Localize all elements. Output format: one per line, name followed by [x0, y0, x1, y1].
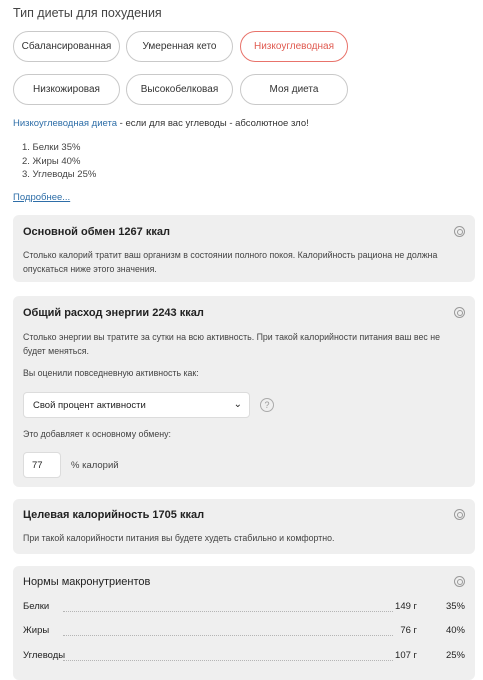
macro-grams: 107 г [395, 650, 417, 661]
list-item: 1. Белки 35% [22, 142, 81, 153]
gear-icon[interactable] [454, 509, 465, 520]
macro-row-protein [23, 601, 465, 615]
bmr-title: Основной обмен 1267 ккал [23, 226, 170, 238]
diet-macro-list [22, 141, 96, 182]
macro-grams: 149 г [395, 601, 417, 612]
diet-option-balanced[interactable]: Сбалансированная [13, 31, 120, 62]
gear-icon[interactable] [454, 307, 465, 318]
diet-option-low-fat[interactable]: Низкожировая [13, 74, 120, 105]
adds-label: Это добавляет к основному обмену: [23, 429, 171, 439]
gear-icon[interactable] [454, 576, 465, 587]
macro-percent: 25% [445, 650, 465, 661]
target-card [13, 499, 475, 554]
activity-select[interactable] [23, 392, 250, 418]
list-item: 3. Углеводы 25% [22, 169, 97, 180]
activity-label: Вы оценили повседневную активность как: [23, 368, 199, 378]
macro-row-carbs [23, 650, 465, 664]
diet-option-low-carb[interactable]: Низкоуглеводная [240, 31, 348, 62]
diet-description-text: - если для вас углеводы - абсолютное зло! [117, 118, 309, 129]
macro-label: Жиры [23, 625, 50, 636]
gear-icon[interactable] [454, 226, 465, 237]
chevron-down-icon: ⌄ [233, 399, 242, 410]
diet-option-high-protein[interactable]: Высокобелковая [126, 74, 233, 105]
dotted-leader [63, 660, 393, 661]
diet-description-highlight: Низкоуглеводная диета [13, 118, 118, 129]
macro-percent: 35% [445, 601, 465, 612]
tdee-text: Столько энергии вы тратите за сутки на всю активность. При такой калорийности питания ваш вес не будет меняться. [23, 332, 440, 356]
diet-option-my-diet[interactable]: Моя диета [240, 74, 348, 105]
macro-percent: 40% [445, 625, 465, 636]
diet-option-moderate-keto[interactable]: Умеренная кето [126, 31, 233, 62]
activity-select-value: Свой процент активности [33, 399, 146, 411]
activity-percent-input[interactable]: 77 [23, 452, 61, 478]
diet-type-title: Тип диеты для похудения [13, 6, 162, 20]
diet-description [13, 118, 309, 129]
macro-grams: 76 г [400, 625, 417, 636]
macros-card [13, 566, 475, 680]
dotted-leader [63, 611, 393, 612]
macros-title: Нормы макронутриентов [23, 576, 151, 588]
bmr-text: Столько калорий тратит ваш организм в состоянии полного покоя. Калорийность рациона не должна опускаться ниже этого значения. [23, 250, 438, 274]
help-icon[interactable]: ? [260, 398, 274, 412]
tdee-title: Общий расход энергии 2243 ккал [23, 307, 204, 319]
bmr-card [13, 215, 475, 282]
macro-label: Белки [23, 601, 50, 612]
target-title: Целевая калорийность 1705 ккал [23, 509, 205, 521]
macro-label: Углеводы [23, 650, 66, 661]
macro-row-fat [23, 625, 465, 639]
target-text: При такой калорийности питания вы будете худеть стабильно и комфортно. [23, 533, 335, 543]
list-item: 2. Жиры 40% [22, 155, 81, 167]
more-link[interactable]: Подробнее... [13, 192, 71, 203]
tdee-card [13, 296, 475, 487]
percent-suffix: % калорий [71, 460, 119, 471]
dotted-leader [63, 635, 393, 636]
